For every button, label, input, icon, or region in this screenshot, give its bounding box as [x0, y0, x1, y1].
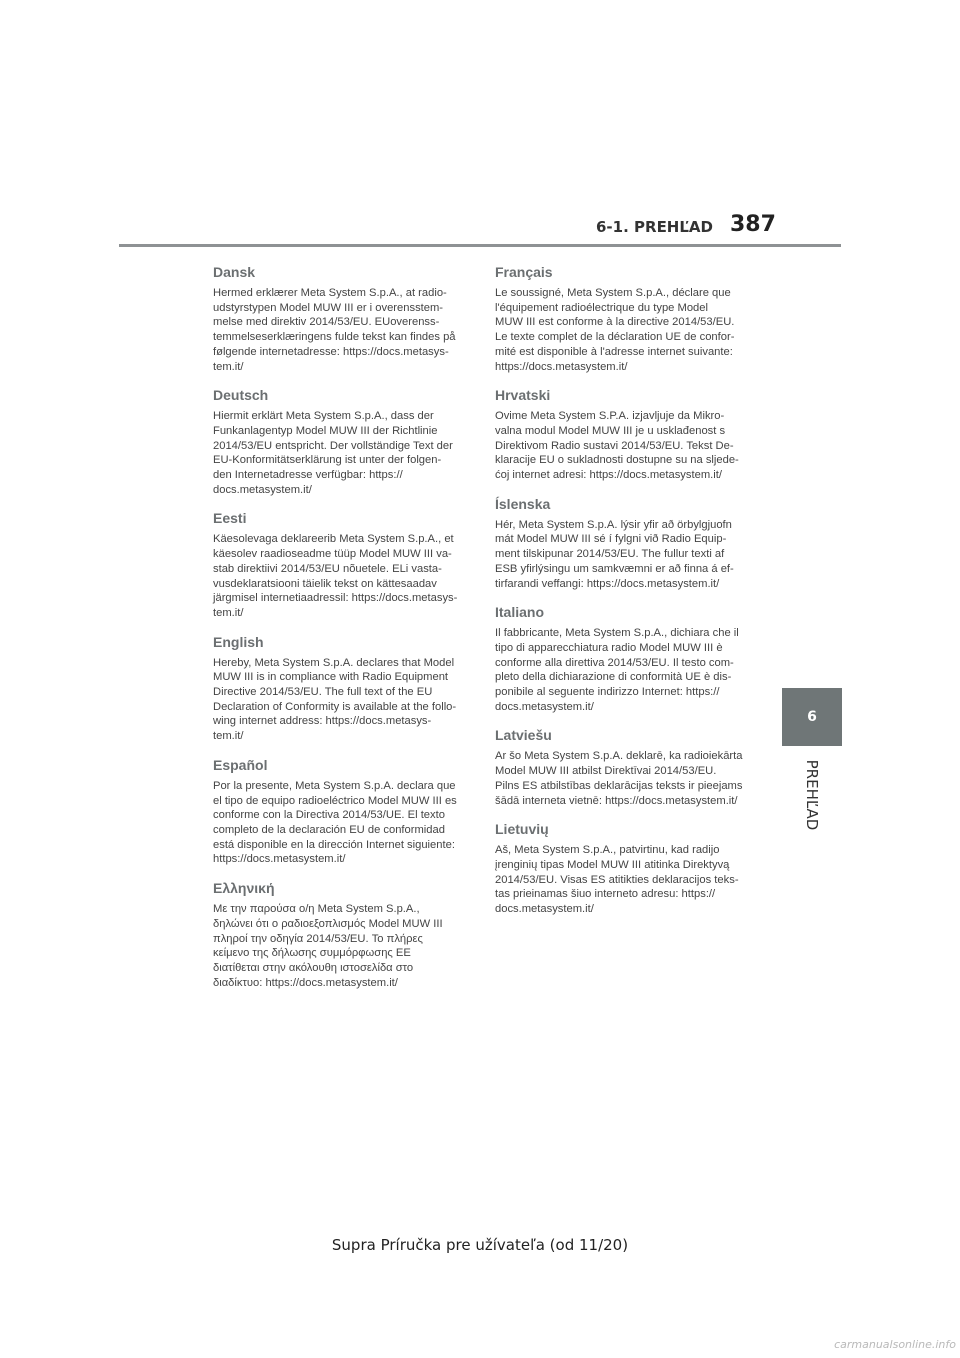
language-text: Käesolevaga deklareerib Meta System S.p.A., et käesolev raadioseadme tüüp Model MUW III va- stab direktiivi 2014/53/EU nõuetele. ELi vasta- vusdeklaratsiooni täielik tekst on kättesaadav järgmisel internetiaadressil: https://docs.metasys- tem.it/ [213, 533, 458, 619]
language-title: Deutsch [213, 387, 269, 404]
chapter-tab[interactable] [782, 688, 842, 746]
language-title: Français [495, 264, 553, 280]
language-text: Le soussigné, Meta System S.p.A., déclare que l'équipement radioélectrique du type Model MUW III est conforme à la directive 2014/53/EU. Le texte complet de la déclaration UE de confor- mité est disponible à l'adresse internet suivante: https://docs.metasystem.it/ [495, 287, 735, 373]
language-block-islenska [495, 495, 751, 592]
language-title: Ελληνική [213, 880, 275, 897]
language-title: Dansk [213, 264, 256, 280]
language-block-english [213, 633, 469, 744]
language-block-hrvatski [495, 386, 751, 483]
language-block-deutsch [213, 386, 469, 497]
language-text: Ovime Meta System S.P.A. izjavljuje da Mikro- valna modul Model MUW III je u usklađenost s Direktivom Radio sustavi 2014/53/EU. Tekst De- klaracije EU o sukladnosti dostupne su na sljede- ćoj internet adresi: https://docs.metasystem.it/ [495, 410, 739, 482]
language-text: Por la presente, Meta System S.p.A. declara que el tipo de equipo radioeléctrico Model MUW III es conforme con la Directiva 2014/53/UE. El texto completo de la declaración EU de conformidad está disponible en la dirección Internet siguiente: https://docs.metasystem.it/ [213, 779, 457, 866]
language-title: English [213, 633, 264, 650]
language-block-latviesu [495, 726, 751, 808]
language-block-lietuviu [495, 820, 751, 917]
language-block-dansk [213, 263, 469, 374]
language-block-greek [213, 879, 469, 990]
language-block-italiano [495, 603, 751, 714]
language-text: Hiermit erklärt Meta System S.p.A., dass der Funkanlagentyp Model MUW III der Richtlinie 2014/53/EU entspricht. Der vollständige Text der EU-Konformitätserklärung ist unter der folgen- den Internetadresse verfügbar: https:// docs.metasystem.it/ [213, 410, 453, 496]
language-title: Italiano [495, 604, 545, 621]
language-text: Il fabbricante, Meta System S.p.A., dichiara che il tipo di apparecchiatura radio Model MUW III è conforme alla direttiva 2014/53/EU. Il testo com- pleto della dichiarazione di conformità UE è dis- ponibile al seguente indirizzo Internet: https:// docs.metasystem.it/ [495, 627, 739, 713]
right-column [495, 263, 751, 929]
language-title: Lietuvių [495, 821, 549, 838]
page-number: 387 [730, 212, 776, 237]
chapter-tab-number: 6 [807, 709, 817, 725]
manual-footer: Supra Príručka pre užívateľa (od 11/20) [331, 1236, 629, 1254]
language-block-espanol [213, 756, 469, 867]
language-text: Hermed erklærer Meta System S.p.A., at radio- udstyrstypen Model MUW III er i overensstem- melse med direktiv 2014/53/EU. EUoverenss- temmelseserklæringens fulde tekst kan findes på følgende internetadresse: https://docs.metasys- tem.it/ [213, 287, 456, 373]
header-divider [119, 244, 841, 247]
language-title: Eesti [213, 510, 247, 527]
language-text: Με την παρούσα ο/η Meta System S.p.A., δηλώνει ότι ο ραδιοεξοπλισμός Model MUW III πληροί την οδηγία 2014/53/EU. Το πλήρες κείμενο της δήλωσης συμμόρφωσης ΕΕ διατίθεται στην ακόλουθη ιστοσελίδα στο διαδίκτυο: https://docs.metasystem.it/ [213, 903, 443, 989]
language-text: Ar šo Meta System S.p.A. deklarē, ka radioiekārta Model MUW III atbilst Direktīvai 2014/53/EU. Pilns ES atbilstības deklarācijas teksts ir pieejams šādā interneta vietnē: https://docs.metasystem.it/ [495, 750, 743, 807]
language-text: Aš, Meta System S.p.A., patvirtinu, kad radijo įrenginių tipas Model MUW III atitinka Direktyvą 2014/53/EU. Visas ES atitikties deklaracijos teks- tas prieinamas šiuo interneto adresu: https:// docs.metasystem.it/ [495, 844, 739, 916]
language-title: Español [213, 756, 268, 773]
language-block-francais [495, 263, 751, 374]
watermark: carmanualsonline.info [834, 1338, 956, 1351]
language-title: Hrvatski [495, 387, 551, 404]
section-title: 6-1. PREHĽAD [596, 218, 713, 236]
chapter-side-label-text: PREHĽAD [803, 759, 821, 831]
language-title: Íslenska [495, 495, 551, 512]
language-text: Hereby, Meta System S.p.A. declares that Model MUW III is in compliance with Radio Equipment Directive 2014/53/EU. The full text of the EU Declaration of Conformity is available at the follo- wing internet address: https://docs.metasys- tem.it/ [213, 656, 457, 743]
left-column [213, 263, 469, 1002]
language-text: Hér, Meta System S.p.A. lýsir yfir að örbylgjuofn mát Model MUW III sé í fylgni við Radio Equip- ment tilskipunar 2014/53/EU. The fullur texti af ESB yfirlýsingu um samkvæmni er að finna á ef- tirfarandi veffangi: https://docs.metasystem.it/ [495, 518, 734, 590]
language-block-eesti [213, 509, 469, 620]
language-title: Latviešu [495, 727, 552, 744]
